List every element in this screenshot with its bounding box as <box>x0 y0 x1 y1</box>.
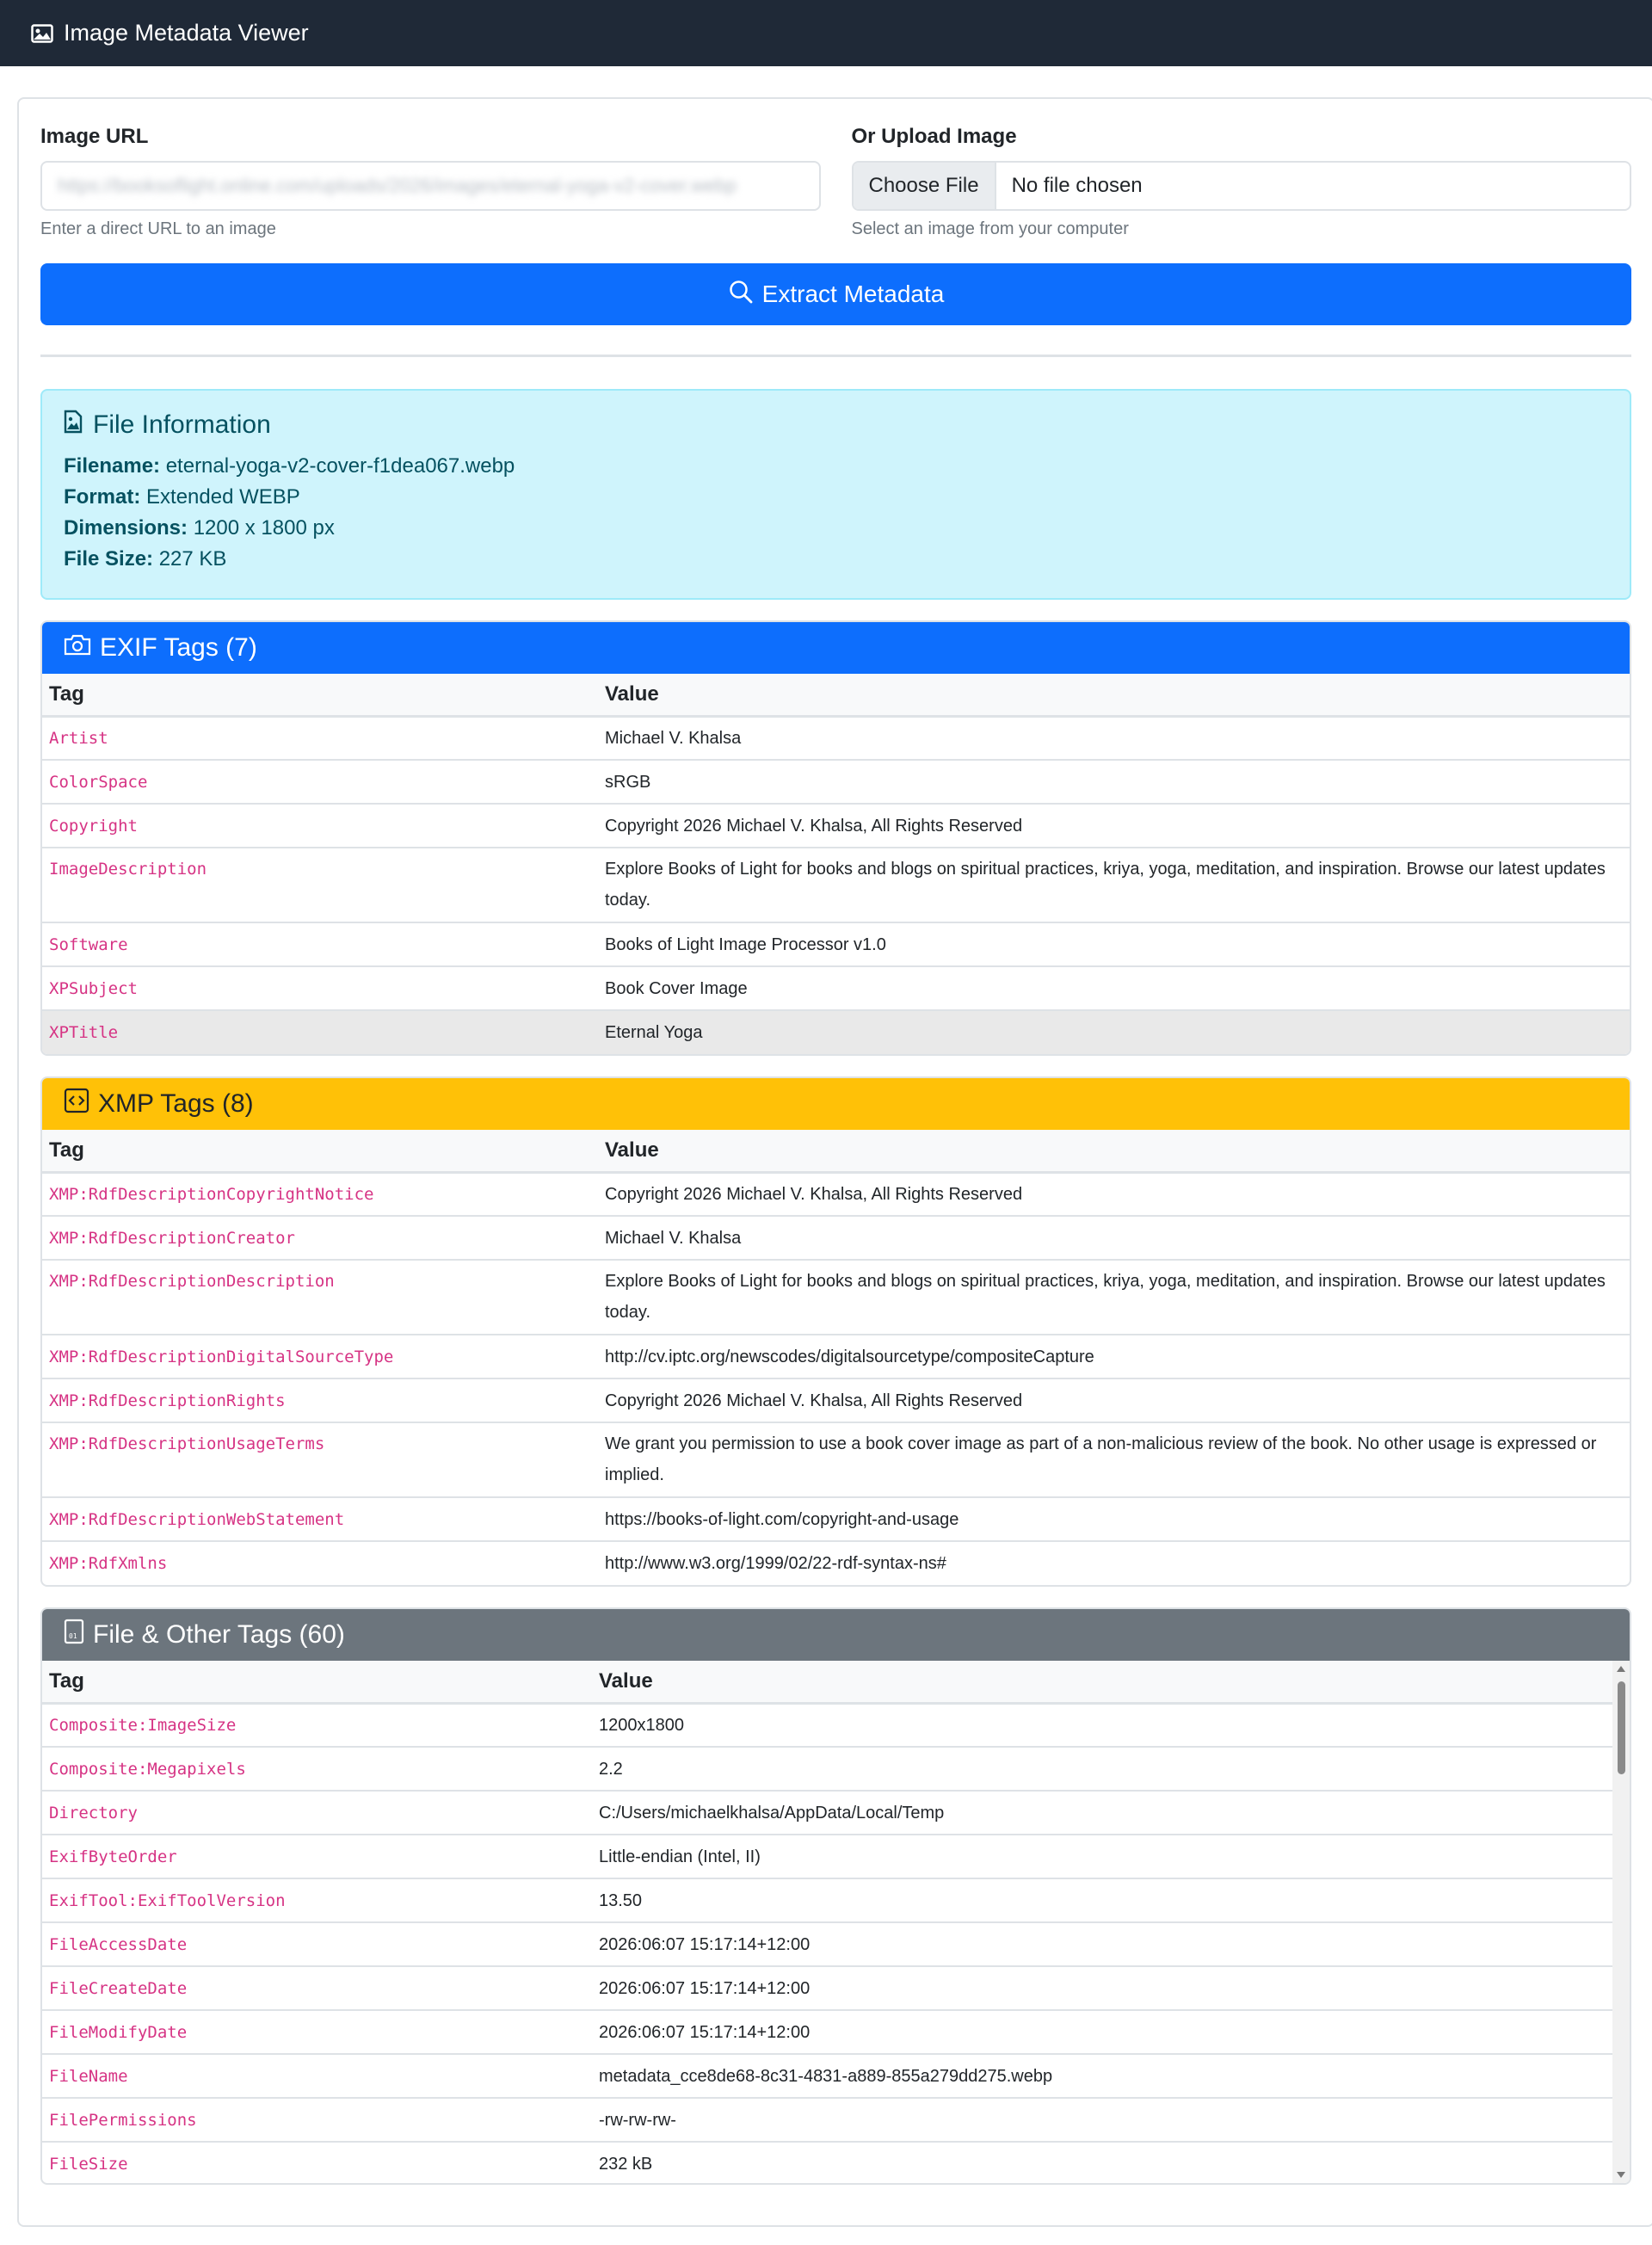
xmp-col-value: Value <box>598 1130 1630 1172</box>
value-cell: 1200x1800 <box>592 1703 1612 1747</box>
tag-cell: FileSize <box>42 2142 592 2183</box>
xmp-tags-title: XMP Tags (8) <box>98 1089 254 1118</box>
navbar <box>0 0 1652 66</box>
xmp-table <box>42 1130 1630 1585</box>
filesize-line <box>64 544 1608 575</box>
value-cell: http://cv.iptc.org/newscodes/digitalsourcetype/compositeCapture <box>598 1335 1630 1378</box>
tag-cell: XMP:RdfDescriptionCreator <box>42 1216 598 1260</box>
table-row <box>42 1216 1630 1260</box>
exif-col-tag: Tag <box>42 674 598 716</box>
tag-cell: Copyright <box>42 804 598 848</box>
value-cell: C:/Users/michaelkhalsa/AppData/Local/Temp <box>592 1791 1612 1835</box>
camera-icon <box>64 633 91 663</box>
svg-text:01: 01 <box>69 1632 77 1640</box>
search-icon <box>728 279 754 311</box>
table-row <box>42 848 1630 922</box>
format-value: Extended WEBP <box>146 485 300 509</box>
value-cell: We grant you permission to use a book cover image as part of a non-malicious review of the book. No other usage is expressed or implied. <box>598 1422 1630 1497</box>
other-col-tag: Tag <box>42 1661 592 1703</box>
value-cell: http://www.w3.org/1999/02/22-rdf-syntax-ns# <box>605 1554 946 1573</box>
scroll-up-arrow[interactable] <box>1617 1666 1625 1672</box>
tag-cell: ExifByteOrder <box>42 1835 592 1878</box>
tag-cell: Software <box>42 922 598 966</box>
tag-cell: XMP:RdfDescriptionDigitalSourceType <box>42 1335 598 1378</box>
table-row <box>42 1747 1612 1791</box>
exif-tags-header <box>42 622 1630 674</box>
tag-cell: ColorSpace <box>42 760 598 804</box>
value-cell: 2026:06:07 15:17:14+12:00 <box>592 2010 1612 2054</box>
main-card <box>17 97 1652 2227</box>
scroll-down-arrow[interactable] <box>1617 2172 1625 2178</box>
tag-cell: FileCreateDate <box>42 1966 592 2010</box>
upload-help: Select an image from your computer <box>851 219 1129 238</box>
url-label: Image URL <box>40 125 149 148</box>
url-group <box>40 125 821 239</box>
input-form <box>40 125 1631 239</box>
table-row <box>42 1966 1612 2010</box>
file-input[interactable] <box>852 161 1632 211</box>
url-input[interactable] <box>40 161 821 211</box>
file-binary-icon <box>64 1619 84 1651</box>
upload-group <box>852 125 1632 239</box>
table-row <box>42 1172 1630 1216</box>
tag-cell: Artist <box>42 716 598 760</box>
value-cell: Michael V. Khalsa <box>598 1216 1630 1260</box>
xmp-tags-card <box>40 1076 1631 1587</box>
extract-metadata-button[interactable] <box>40 263 1631 325</box>
filename-label: Filename: <box>64 454 161 478</box>
table-row <box>42 1878 1612 1922</box>
vertical-scrollbar[interactable] <box>1612 1661 1630 2183</box>
value-cell: -rw-rw-rw- <box>592 2098 1612 2142</box>
value-cell: Michael V. Khalsa <box>598 716 1630 760</box>
choose-file-button[interactable]: Choose File <box>854 163 996 209</box>
table-row <box>42 1378 1630 1422</box>
tag-cell: XMP:RdfDescriptionDescription <box>42 1260 598 1335</box>
exif-table <box>42 674 1630 1054</box>
dimensions-label: Dimensions: <box>64 516 188 540</box>
table-row-hovered <box>42 1010 1630 1054</box>
table-row <box>42 1791 1612 1835</box>
exif-tags-card <box>40 620 1631 1056</box>
xmp-tags-header <box>42 1078 1630 1130</box>
tag-cell: XMP:RdfDescriptionWebStatement <box>42 1497 598 1541</box>
table-row <box>42 2010 1612 2054</box>
tag-cell: ImageDescription <box>42 848 598 922</box>
tag-cell: XMP:RdfDescriptionUsageTerms <box>42 1422 598 1497</box>
table-row <box>42 1497 1630 1541</box>
scrollbar-thumb[interactable] <box>1618 1681 1625 1774</box>
url-value: https://booksoflight.online.com/uploads/2026/images/eternal-yoga-v2-cover.webp <box>58 175 737 196</box>
format-label: Format: <box>64 485 141 509</box>
tag-cell: ExifTool:ExifToolVersion <box>42 1878 592 1922</box>
other-tags-card <box>40 1607 1631 2185</box>
table-row <box>42 804 1630 848</box>
tag-cell: Composite:ImageSize <box>42 1703 592 1747</box>
value-cell: Book Cover Image <box>598 966 1630 1010</box>
upload-label: Or Upload Image <box>851 125 1017 148</box>
value-cell: sRGB <box>598 760 1630 804</box>
file-information-title: File Information <box>93 410 271 439</box>
tag-cell: XMP:RdfDescriptionCopyrightNotice <box>42 1172 598 1216</box>
url-help: Enter a direct URL to an image <box>40 219 276 238</box>
table-row <box>42 1260 1630 1335</box>
tag-cell: XMP:RdfXmlns <box>49 1554 168 1573</box>
tag-cell: XPSubject <box>42 966 598 1010</box>
table-row <box>42 1541 1630 1585</box>
other-tags-scroll-area[interactable] <box>42 1661 1630 2183</box>
dimensions-value: 1200 x 1800 px <box>193 516 335 540</box>
tag-cell: FilePermissions <box>42 2098 592 2142</box>
xmp-col-tag: Tag <box>42 1130 598 1172</box>
value-cell: Little-endian (Intel, II) <box>592 1835 1612 1878</box>
dimensions-line <box>64 513 1608 544</box>
table-row <box>42 966 1630 1010</box>
tag-cell: Composite:Megapixels <box>42 1747 592 1791</box>
table-row <box>42 2142 1612 2183</box>
file-information-panel <box>40 389 1631 600</box>
value-cell: metadata_cce8de68-8c31-4831-a889-855a279dd275.webp <box>592 2054 1612 2098</box>
filesize-label: File Size: <box>64 547 154 571</box>
table-row <box>42 1335 1630 1378</box>
value-cell: Copyright 2026 Michael V. Khalsa, All Rights Reserved <box>598 804 1630 848</box>
table-row <box>42 1922 1612 1966</box>
exif-col-value: Value <box>598 674 1630 716</box>
value-cell: 2026:06:07 15:17:14+12:00 <box>592 1922 1612 1966</box>
value-cell: 2026:06:07 15:17:14+12:00 <box>592 1966 1612 2010</box>
value-cell: 232 kB <box>592 2142 1612 2183</box>
extract-label: Extract Metadata <box>761 281 945 307</box>
filename-value: eternal-yoga-v2-cover-f1dea067.webp <box>165 454 515 478</box>
other-tags-header <box>42 1609 1630 1661</box>
table-row <box>42 2054 1612 2098</box>
tag-cell: XMP:RdfDescriptionRights <box>42 1378 598 1422</box>
tag-cell: FileModifyDate <box>42 2010 592 2054</box>
other-col-value: Value <box>592 1661 1612 1703</box>
other-tags-title: File & Other Tags (60) <box>93 1620 345 1649</box>
tag-cell: FileAccessDate <box>42 1922 592 1966</box>
value-cell: Books of Light Image Processor v1.0 <box>598 922 1630 966</box>
value-cell: Eternal Yoga <box>598 1010 1630 1054</box>
filesize-value: 227 KB <box>158 547 227 571</box>
value-cell: https://books-of-light.com/copyright-and-usage <box>598 1497 1630 1541</box>
value-cell: Copyright 2026 Michael V. Khalsa, All Rights Reserved <box>598 1378 1630 1422</box>
app-title: Image Metadata Viewer <box>64 20 309 46</box>
file-image-icon <box>64 410 83 441</box>
value-cell: Explore Books of Light for books and blogs on spiritual practices, kriya, yoga, meditation, and inspiration. Browse our latest updates today. <box>598 848 1630 922</box>
value-cell: Copyright 2026 Michael V. Khalsa, All Rights Reserved <box>598 1172 1630 1216</box>
table-row <box>42 716 1630 760</box>
value-cell: 13.50 <box>592 1878 1612 1922</box>
other-table <box>42 1661 1612 2183</box>
value-cell: 2.2 <box>592 1747 1612 1791</box>
filename-line <box>64 451 1608 482</box>
code-icon <box>64 1088 89 1120</box>
value-cell: Explore Books of Light for books and blogs on spiritual practices, kriya, yoga, meditation, and inspiration. Browse our latest updates today. <box>598 1260 1630 1335</box>
format-line <box>64 482 1608 513</box>
exif-tags-title: EXIF Tags (7) <box>100 633 257 662</box>
divider <box>40 355 1631 357</box>
table-row <box>42 1835 1612 1878</box>
table-row <box>42 2098 1612 2142</box>
tag-cell: FileName <box>42 2054 592 2098</box>
image-icon <box>31 24 53 43</box>
table-row <box>42 922 1630 966</box>
table-row <box>42 1422 1630 1497</box>
table-row <box>42 760 1630 804</box>
tag-cell: XPTitle <box>42 1010 598 1054</box>
file-status: No file chosen <box>1011 174 1143 197</box>
file-information-heading <box>64 410 1608 441</box>
tag-cell: Directory <box>42 1791 592 1835</box>
table-row <box>42 1703 1612 1747</box>
